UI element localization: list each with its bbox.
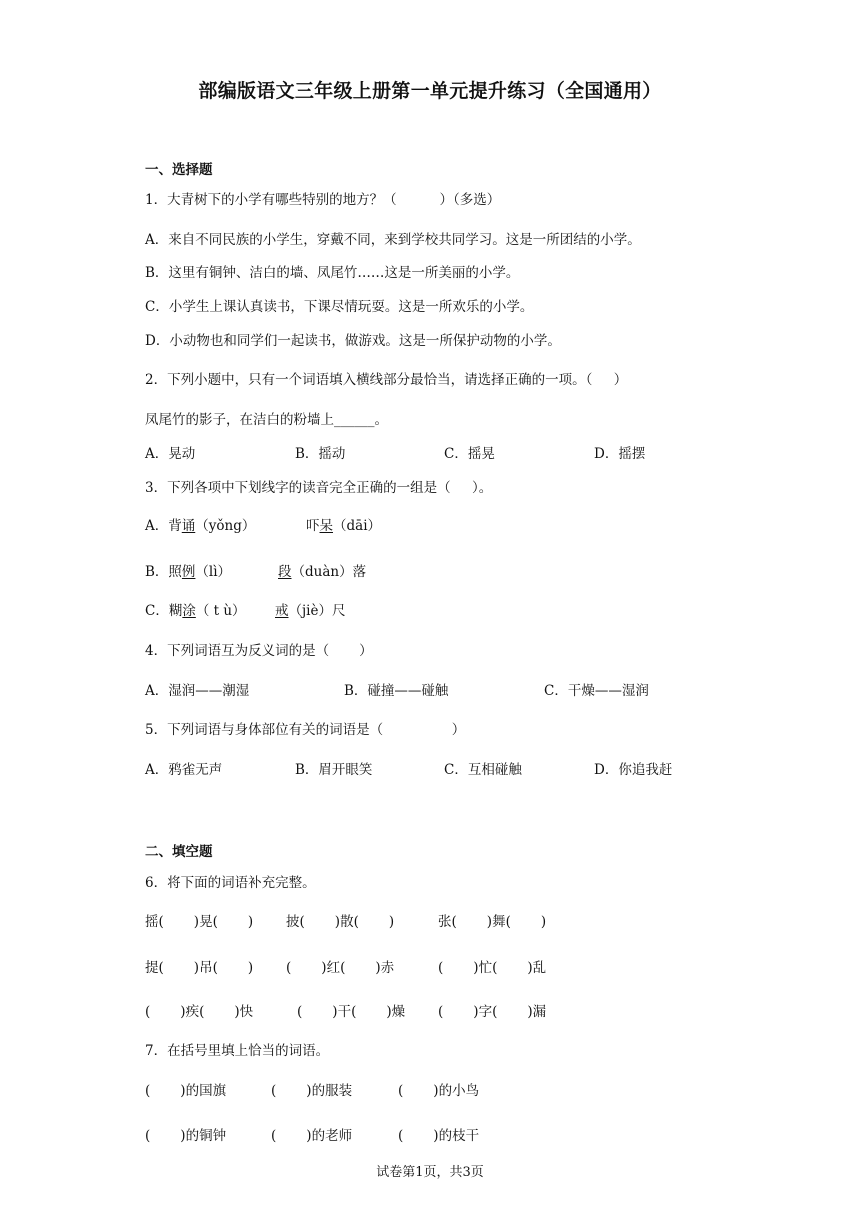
fill-blank-item: 提( )吊( ) [145,960,254,976]
fill-blank-item: 摇( )晃( ) [145,914,254,930]
fill-blank-item: ( )红( )赤 [286,960,395,976]
page-title: 部编版语文三年级上册第一单元提升练习（全国通用） [198,80,662,102]
question-1-stem: 1．大青树下的小学有哪些特别的地方？（ ）（多选） [145,192,501,208]
question-1-option-a: A．来自不同民族的小学生，穿戴不同，来到学校共同学习。这是一所团结的小学。 [145,232,641,248]
question-4-option-c: C．干燥——湿润 [544,683,649,699]
question-5-option-d: D．你追我赶 [594,762,673,778]
question-2-option-c: C．摇晃 [444,446,495,462]
question-5-option-b: B．眉开眼笑 [295,762,373,778]
fill-blank-item: 张( )舞( ) [438,914,547,930]
underlined-char: 例 [181,564,196,580]
fill-blank-item: ( )的服装 [271,1083,353,1099]
question-3-option-a-word1: A．背诵（yǒng） [145,518,256,534]
question-2-stem: 2．下列小题中，只有一个词语填入横线部分最恰当，请选择正确的一项。（ ） [145,372,628,388]
underlined-char: 诵 [181,518,196,534]
fill-blank-item: ( )忙( )乱 [438,960,547,976]
question-2-option-b: B．摇动 [295,446,346,462]
underlined-char: 呆 [319,518,333,534]
question-3-option-c-word1: C．糊涂（ t ù） [145,603,246,619]
question-5-option-a: A．鸦雀无声 [145,762,223,778]
question-3-option-b-word2: 段（duàn）落 [278,564,367,580]
section-heading-choice: 一、选择题 [145,162,213,178]
fill-blank-item: ( )的枝干 [398,1128,480,1144]
fill-blank-item: 披( )散( ) [286,914,395,930]
underlined-char: 涂 [182,603,196,619]
question-4-stem: 4．下列词语互为反义词的是（ ） [145,643,373,659]
question-3-stem: 3．下列各项中下划线字的读音完全正确的一组是（ ）。 [145,480,493,496]
underlined-char: 段 [278,564,292,580]
question-1-option-d: D．小动物也和同学们一起读书，做游戏。这是一所保护动物的小学。 [145,333,561,349]
section-heading-fill: 二、填空题 [145,844,213,860]
question-2-sentence: 凤尾竹的影子，在洁白的粉墙上______。 [145,412,388,428]
question-2-option-a: A．晃动 [145,446,196,462]
question-3-option-c-word2: 戒（jiè）尺 [275,603,346,619]
fill-blank-item: ( )字( )漏 [438,1004,547,1020]
fill-blank-item: ( )的国旗 [145,1083,227,1099]
question-4-option-b: B．碰撞——碰触 [344,683,449,699]
fill-blank-item: ( )疾( )快 [145,1004,254,1020]
page-footer: 试卷第1页，共3页 [376,1165,484,1180]
question-3-option-b-word1: B．照例（lì） [145,564,232,580]
question-6-stem: 6．将下面的词语补充完整。 [145,875,316,891]
question-5-stem: 5．下列词语与身体部位有关的词语是（ ） [145,722,466,738]
underlined-char: 戒 [275,603,289,619]
fill-blank-item: ( )的老师 [271,1128,353,1144]
question-5-option-c: C．互相碰触 [444,762,522,778]
fill-blank-item: ( )的铜钟 [145,1128,227,1144]
question-7-stem: 7．在括号里填上恰当的词语。 [145,1043,330,1059]
fill-blank-item: ( )干( )燥 [297,1004,406,1020]
question-1-option-c: C．小学生上课认真读书，下课尽情玩耍。这是一所欢乐的小学。 [145,299,534,315]
question-2-option-d: D．摇摆 [594,446,646,462]
question-3-option-a-word2: 吓呆（dāi） [306,518,382,534]
question-1-option-b: B．这里有铜钟、洁白的墙、凤尾竹……这是一所美丽的小学。 [145,265,520,281]
fill-blank-item: ( )的小鸟 [398,1083,480,1099]
question-4-option-a: A．湿润——潮湿 [145,683,250,699]
